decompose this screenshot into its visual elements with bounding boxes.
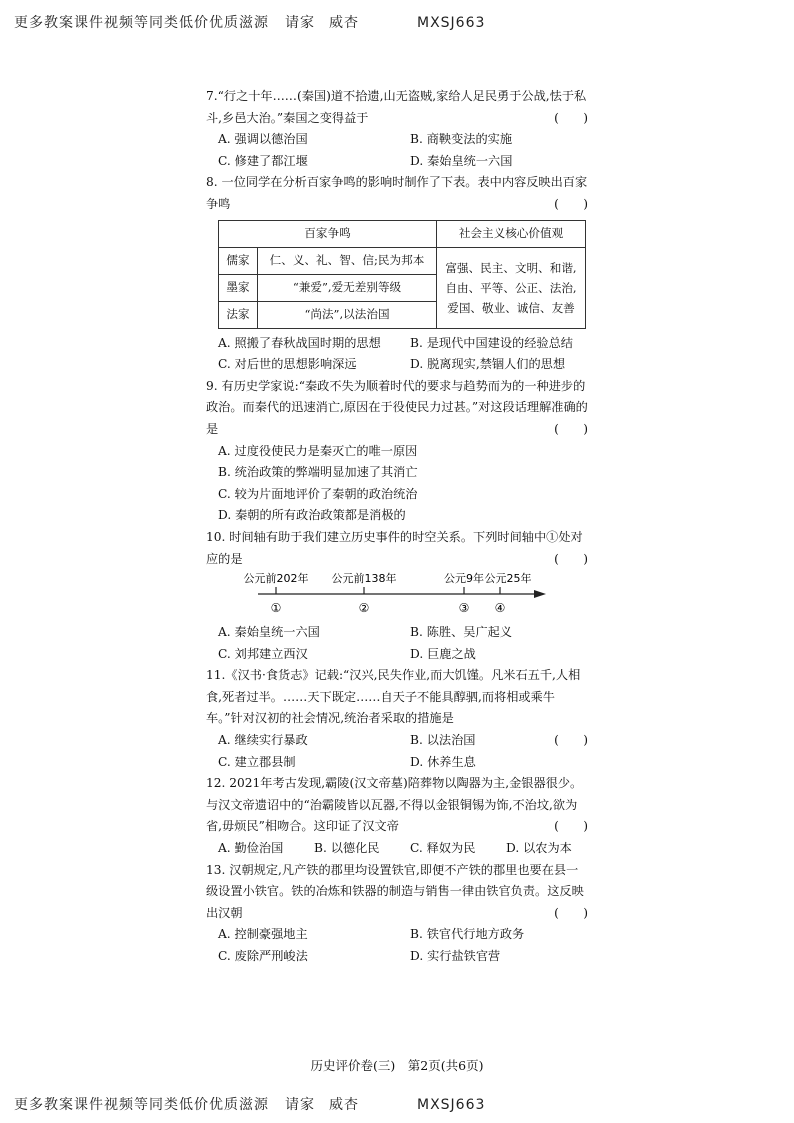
options — [206, 622, 590, 665]
timeline-mark: ④ — [494, 601, 506, 616]
answer-bracket: ( ) — [554, 196, 588, 211]
question-8 — [206, 172, 590, 375]
banner-text: 更多教案课件视频等同类低价优质滋源 — [14, 1097, 269, 1113]
question-9 — [206, 376, 590, 527]
question-13-stem: 13. 汉朝规定,凡产铁的郡里均设置铁官,即便不产铁的郡里也要在县一级设置小铁官。铁的冶炼和铁器的制造与销售一律由铁官负责。这反映出汉朝 — [206, 862, 584, 920]
question-10-stem: 10. 时间轴有助于我们建立历史事件的时空关系。下列时间轴中①处对应的是 — [206, 529, 583, 566]
table-row — [219, 247, 586, 274]
option-b[interactable]: B. 以法治国 — [410, 733, 476, 748]
answer-bracket: ( ) — [554, 551, 588, 566]
question-11-stem: 11.《汉书·食货志》记载:“汉兴,民失作业,而大饥馑。凡米石五千,人相食,死者过半。……天下既定……自天子不能具醇驷,而将相或乘牛车。”针对汉初的社会情况,统治者采取的措施是 — [206, 668, 581, 726]
option-a[interactable]: A. 照搬了春秋战国时期的思想 — [218, 335, 381, 350]
timeline-mark: ② — [358, 601, 370, 616]
option-d[interactable]: D. 实行盐铁官营 — [410, 949, 501, 963]
option-c[interactable]: C. 释奴为民 — [410, 841, 476, 856]
banner-code: MXSJ663 — [417, 1097, 486, 1113]
option-c[interactable]: C. 对后世的思想影响深远 — [218, 357, 357, 372]
timeline-label: 公元25年 — [484, 572, 532, 586]
question-7 — [206, 86, 590, 172]
answer-bracket: ( ) — [554, 421, 588, 436]
school-content: “尚法”,以法治国 — [258, 301, 437, 328]
question-10 — [206, 527, 590, 665]
option-a[interactable]: A. 控制豪强地主 — [218, 927, 308, 942]
option-c[interactable]: C. 建立郡县制 — [218, 754, 296, 769]
option-a[interactable]: A. 秦始皇统一六国 — [218, 625, 320, 640]
banner-code: MXSJ663 — [417, 15, 486, 31]
school-content: 仁、义、礼、智、信;民为邦本 — [258, 247, 437, 274]
question-12 — [206, 773, 590, 859]
banner-name: 威杏 — [329, 15, 359, 31]
answer-bracket: ( ) — [554, 733, 588, 748]
timeline-mark: ③ — [458, 601, 470, 616]
option-c[interactable]: C. 修建了都江堰 — [218, 153, 308, 168]
question-11 — [206, 665, 590, 773]
top-banner — [14, 12, 485, 32]
banner-request: 请家 — [285, 1097, 315, 1113]
option-a[interactable]: A. 继续实行暴政 — [218, 733, 308, 748]
answer-bracket: ( ) — [554, 819, 588, 834]
options — [206, 838, 590, 860]
question-9-stem: 9. 有历史学家说:“秦政不失为顺着时代的要求与趋势而为的一种进步的政治。而秦代的迅速消亡,原因在于役使民力过甚。”对这段话理解准确的是 — [206, 378, 588, 436]
timeline-mark: ① — [270, 601, 282, 616]
option-c[interactable]: C. 刘邦建立西汉 — [218, 646, 308, 661]
question-area — [206, 86, 590, 968]
option-d[interactable]: D. 以农为本 — [506, 841, 572, 856]
school-content: “兼爱”,爱无差别等级 — [258, 274, 437, 301]
option-b[interactable]: B. 商鞅变法的实施 — [410, 132, 513, 147]
banner-name: 威杏 — [329, 1097, 359, 1113]
timeline-label: 公元前202年 — [243, 572, 309, 586]
option-c[interactable]: C. 废除严刑峻法 — [218, 949, 308, 963]
option-b[interactable]: B. 铁官代行地方政务 — [410, 927, 525, 942]
options — [206, 333, 590, 376]
option-d[interactable]: D. 巨鹿之战 — [410, 646, 476, 661]
core-values: 富强、民主、文明、和谐,自由、平等、公正、法治,爱国、敬业、诚信、友善 — [437, 247, 586, 328]
question-7-stem: 7.“行之十年……(秦国)道不拾遗,山无盗贼,家给人足民勇于公战,怯于私斗,乡邑大治。”秦国之变得益于 — [206, 89, 587, 125]
answer-bracket: ( ) — [554, 905, 588, 920]
timeline-graphic — [218, 570, 548, 622]
option-a[interactable]: A. 过度役使民力是秦灭亡的唯一原因 — [218, 443, 418, 458]
question-13 — [206, 860, 590, 968]
timeline-label: 公元9年 — [444, 572, 484, 586]
hundred-schools-table — [218, 220, 586, 329]
banner-text: 更多教案课件视频等同类低价优质滋源 — [14, 15, 269, 31]
school-name: 法家 — [219, 301, 258, 328]
option-c[interactable]: C. 较为片面地评价了秦朝的政治统治 — [218, 486, 418, 501]
options — [206, 129, 590, 172]
options — [206, 924, 590, 967]
school-name: 墨家 — [219, 274, 258, 301]
option-d[interactable]: D. 休养生息 — [410, 754, 476, 769]
option-b[interactable]: B. 陈胜、吴广起义 — [410, 625, 513, 640]
banner-request: 请家 — [285, 15, 315, 31]
question-8-stem: 8. 一位同学在分析百家争鸣的影响时制作了下表。表中内容反映出百家争鸣 — [206, 175, 588, 211]
timeline-label: 公元前138年 — [331, 572, 397, 586]
timeline — [218, 570, 590, 622]
option-a[interactable]: A. 勤俭治国 — [218, 841, 284, 856]
option-d[interactable]: D. 秦朝的所有政治政策都是消极的 — [218, 508, 406, 523]
options — [206, 730, 590, 773]
school-name: 儒家 — [219, 247, 258, 274]
table-header-right: 社会主义核心价值观 — [437, 220, 586, 247]
option-b[interactable]: B. 以德化民 — [314, 841, 380, 856]
question-12-stem: 12. 2021年考古发现,霸陵(汉文帝墓)陪葬物以陶器为主,金银器很少。与汉文帝遗诏中的“治霸陵皆以瓦器,不得以金银铜锡为饰,不治坟,欲为省,毋烦民”相吻合。这印证了汉文帝 — [206, 776, 583, 834]
page-footer: 历史评价卷(三) 第2页(共6页) — [310, 1058, 484, 1073]
options — [206, 441, 590, 527]
option-b[interactable]: B. 统治政策的弊端明显加速了其消亡 — [218, 465, 418, 480]
bottom-banner — [14, 1094, 485, 1114]
option-d[interactable]: D. 秦始皇统一六国 — [410, 153, 513, 168]
option-a[interactable]: A. 强调以德治国 — [218, 132, 308, 147]
answer-bracket: ( ) — [554, 110, 588, 125]
timeline-arrow — [534, 590, 546, 598]
table-header-left: 百家争鸣 — [219, 220, 437, 247]
option-b[interactable]: B. 是现代中国建设的经验总结 — [410, 335, 573, 350]
option-d[interactable]: D. 脱离现实,禁锢人们的思想 — [410, 357, 566, 372]
